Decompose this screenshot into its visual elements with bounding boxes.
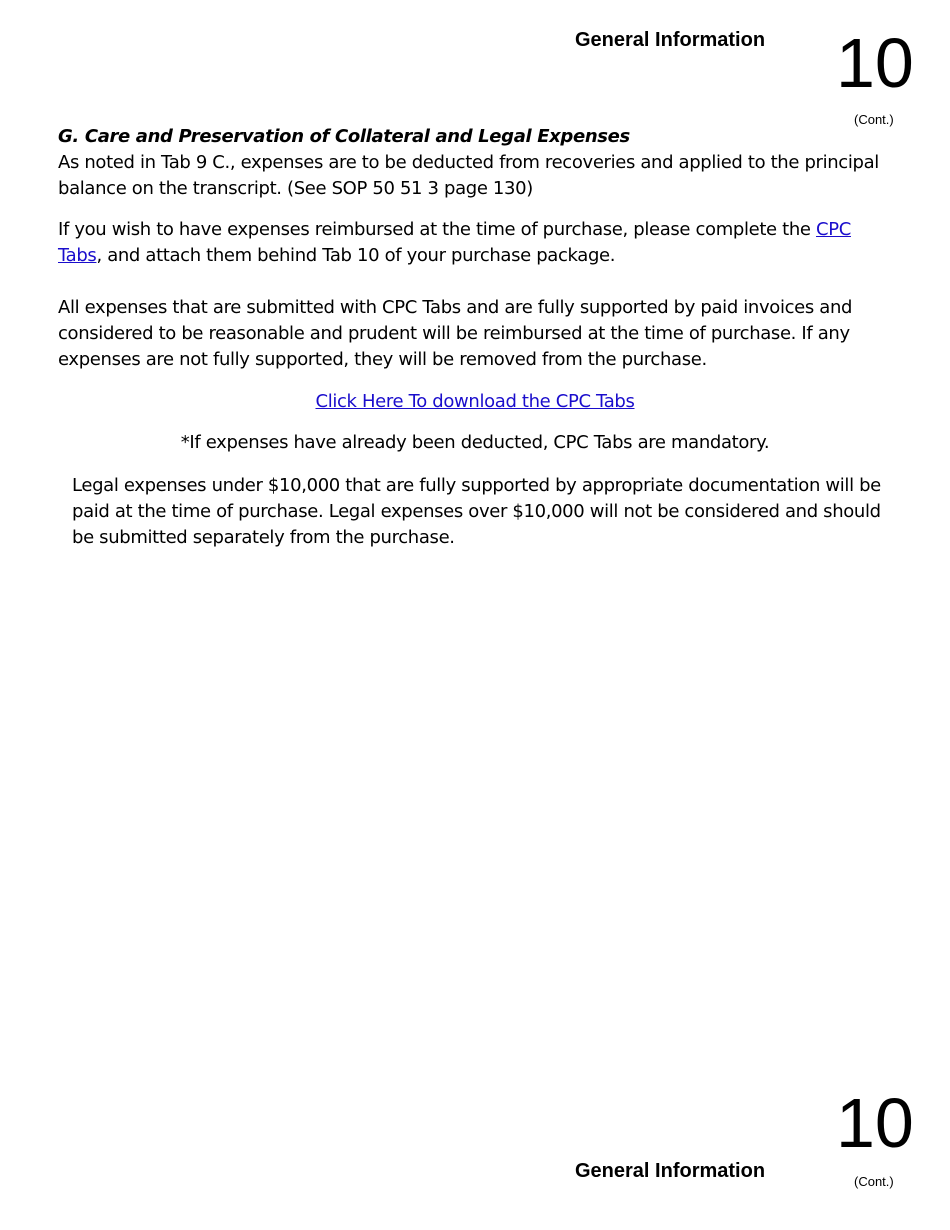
download-link-row: [0, 389, 950, 415]
download-cpc-tabs-link[interactable]: Click Here To download the CPC Tabs: [315, 391, 635, 412]
paragraph-expenses-deducted: As noted in Tab 9 C., expenses are to be deducted from recoveries and applied to the principal balance on the transcript. (See SOP 50 51 3 page 130): [58, 152, 879, 199]
paragraph-reimbursement: [58, 217, 898, 269]
paragraph-supported-expenses: All expenses that are submitted with CPC Tabs and are fully supported by paid invoices and considered to be reasonable and prudent will be reimbursed at the time of purchase. If any expenses are not fully supported, they will be removed from the purchase.: [58, 297, 853, 370]
paragraph-legal-expenses: Legal expenses under $10,000 that are fully supported by appropriate documentation will be paid at the time of purchase. Legal expenses over $10,000 will not be considered and should be submitted separately from the purchase.: [72, 475, 881, 548]
header-title: General Information: [575, 29, 766, 51]
mandatory-note: *If expenses have already been deducted, CPC Tabs are mandatory.: [180, 432, 770, 453]
section-g-block: [58, 124, 898, 202]
footer-title: General Information: [575, 1160, 766, 1182]
paragraph-reimbursement-text-a: If you wish to have expenses reimbursed at the time of purchase, please complete the: [58, 219, 817, 240]
header-tab-number: 10: [836, 24, 914, 102]
header-cont-label: (Cont.): [854, 112, 894, 127]
cpc-tabs-link[interactable]: CPC Tabs: [58, 219, 851, 266]
footer-tab-number: 10: [836, 1084, 914, 1162]
paragraph-reimbursement-text-b: , and attach them behind Tab 10 of your purchase package.: [96, 245, 616, 266]
section-heading: G. Care and Preservation of Collateral and Legal Expenses: [58, 126, 630, 147]
footer-cont-label: (Cont.): [854, 1174, 894, 1189]
